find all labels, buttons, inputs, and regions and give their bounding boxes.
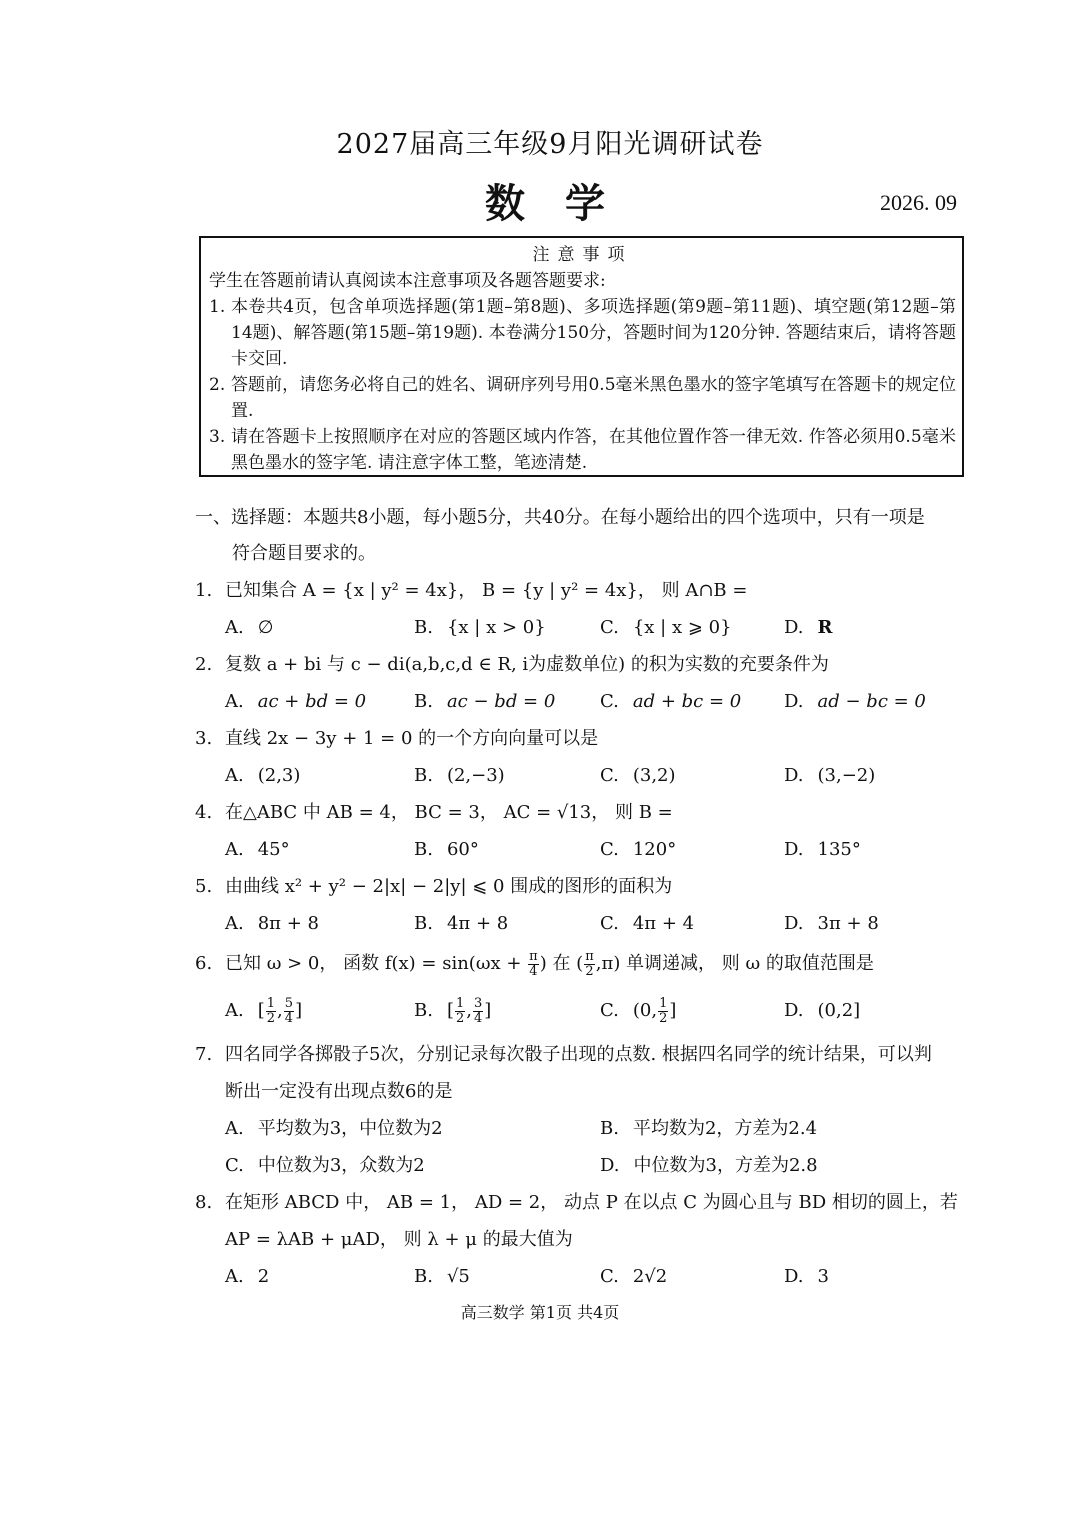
question-stem-continuation: 断出一定没有出现点数6的是 <box>225 1081 453 1102</box>
notice-item-text: 本卷共4页，包含单项选择题(第1题–第8题)、多项选择题(第9题–第11题)、填空题(第12题–第14题)、解答题(第15题–第19题). 本卷满分150分，答题时间为120分钟. 答题结束后，请将答题卡交回. <box>231 297 956 369</box>
question-8 <box>195 1184 975 1295</box>
option-a: A. 45° <box>225 839 290 860</box>
notice-item-number: 1. <box>209 297 226 317</box>
question-6 <box>195 942 975 1036</box>
option-b: B. 60° <box>414 839 479 860</box>
question-stem: 复数 a + bi 与 c − di(a,b,c,d ∈ R, i为虚数单位) 的积为实数的充要条件为 <box>225 654 829 675</box>
option-d: D. (0,2] <box>784 1000 861 1021</box>
option-d: D. 135° <box>784 839 861 860</box>
option-d: D. 中位数为3，方差为2.8 <box>600 1155 818 1176</box>
question-7 <box>195 1036 975 1184</box>
option-a: A. [ $\frac{1}{2}$ , $\frac{5}{4}$ ] <box>225 995 303 1026</box>
question-stem: 在矩形 ABCD 中， AB = 1， AD = 2， 动点 P 在以点 C 为圆心且与 BD 相切的圆上，若 <box>225 1192 958 1213</box>
option-c: C. (3,2) <box>600 765 676 786</box>
option-b: B. 4π + 8 <box>414 913 509 934</box>
exam-date: 2026. 09 <box>880 190 957 215</box>
question-number: 4. <box>195 802 213 823</box>
option-d: D. 3π + 8 <box>784 913 879 934</box>
notice-item-number: 3. <box>209 427 226 447</box>
question-number: 6. <box>195 953 213 974</box>
notice-item <box>209 424 956 476</box>
option-b: B. ac − bd = 0 <box>414 691 556 712</box>
option-b: B. √5 <box>414 1266 470 1287</box>
option-c: C. 4π + 4 <box>600 913 695 934</box>
option-d: D. ad − bc = 0 <box>784 691 926 712</box>
fraction: $\frac{\pi}{4}$ <box>529 948 538 979</box>
option-d: D. 3 <box>784 1266 829 1287</box>
question-number: 3. <box>195 728 213 749</box>
question-stem: 已知 ω > 0， 函数 f(x) = sin(ωx + $\frac{\pi}{4}$ ) 在 ( $\frac{\pi}{2}$ ,π) 单调递减， 则 ω 的取值范围是 <box>225 948 874 979</box>
question-4 <box>195 794 975 868</box>
option-b: B. {x | x > 0} <box>414 617 546 638</box>
question-number: 5. <box>195 876 213 897</box>
option-a: A. (2,3) <box>225 765 301 786</box>
question-number: 1. <box>195 580 213 601</box>
option-a: A. ∅ <box>225 617 274 638</box>
question-2 <box>195 646 975 720</box>
notice-item <box>209 372 956 424</box>
notice-item-number: 2. <box>209 375 226 395</box>
option-c: C. (0, $\frac{1}{2}$ ] <box>600 995 677 1026</box>
option-d: D. R <box>784 617 833 638</box>
page-footer: 高三数学 第1页 共4页 <box>460 1303 620 1322</box>
option-c: C. 2√2 <box>600 1266 668 1287</box>
option-c: C. ad + bc = 0 <box>600 691 742 712</box>
section-heading-continuation: 符合题目要求的。 <box>232 543 376 564</box>
option-a: A. 平均数为3，中位数为2 <box>225 1118 443 1139</box>
question-stem: 已知集合 A = {x | y² = 4x}， B = {y | y² = 4x}， 则 A∩B = <box>225 580 748 601</box>
notice-intro: 学生在答题前请认真阅读本注意事项及各题答题要求: <box>209 271 606 291</box>
option-c: C. 中位数为3，众数为2 <box>225 1155 425 1176</box>
question-number: 2. <box>195 654 213 675</box>
option-a: A. 8π + 8 <box>225 913 319 934</box>
section-heading <box>195 500 975 572</box>
question-stem: 由曲线 x² + y² − 2|x| − 2|y| ⩽ 0 围成的图形的面积为 <box>225 876 673 897</box>
fraction: $\frac{\pi}{2}$ <box>585 948 594 979</box>
questions-area <box>195 500 975 1295</box>
notice-item-text: 请在答题卡上按照顺序在对应的答题区域内作答，在其他位置作答一律无效. 作答必须用0.5毫米黑色墨水的签字笔. 请注意字体工整，笔迹清楚. <box>231 427 956 473</box>
option-a: A. ac + bd = 0 <box>225 691 367 712</box>
subject-title: 数学 <box>485 180 645 227</box>
question-5 <box>195 868 975 942</box>
option-b: B. [ $\frac{1}{2}$ , $\frac{3}{4}$ ] <box>414 995 492 1026</box>
option-c: C. {x | x ⩾ 0} <box>600 617 732 638</box>
question-number: 8. <box>195 1192 213 1213</box>
option-d: D. (3,−2) <box>784 765 876 786</box>
option-c: C. 120° <box>600 839 677 860</box>
notice-heading: 注意事项 <box>532 245 633 265</box>
notice-item <box>209 294 956 372</box>
notice-item-text: 答题前，请您务必将自己的姓名、调研序列号用0.5毫米黑色墨水的签字笔填写在答题卡的规定位置. <box>231 375 956 421</box>
question-stem-continuation: AP = λAB + μAD， 则 λ + μ 的最大值为 <box>225 1229 573 1250</box>
notice-box <box>199 236 964 477</box>
option-a: A. 2 <box>225 1266 270 1287</box>
section-heading-line: 一、选择题：本题共8小题，每小题5分，共40分。在每小题给出的四个选项中，只有一项是 <box>195 507 925 528</box>
exam-title: 2027届高三年级9月阳光调研试卷 <box>336 129 764 160</box>
question-stem: 四名同学各掷骰子5次，分别记录每次骰子出现的点数. 根据四名同学的统计结果，可以判 <box>225 1044 932 1065</box>
option-b: B. 平均数为2，方差为2.4 <box>600 1118 818 1139</box>
question-stem: 直线 2x − 3y + 1 = 0 的一个方向向量可以是 <box>225 728 599 749</box>
question-number: 7. <box>195 1044 213 1065</box>
option-b: B. (2,−3) <box>414 765 505 786</box>
question-1 <box>195 572 975 646</box>
question-3 <box>195 720 975 794</box>
question-stem: 在△ABC 中 AB = 4， BC = 3， AC = √13， 则 B = <box>225 802 673 823</box>
